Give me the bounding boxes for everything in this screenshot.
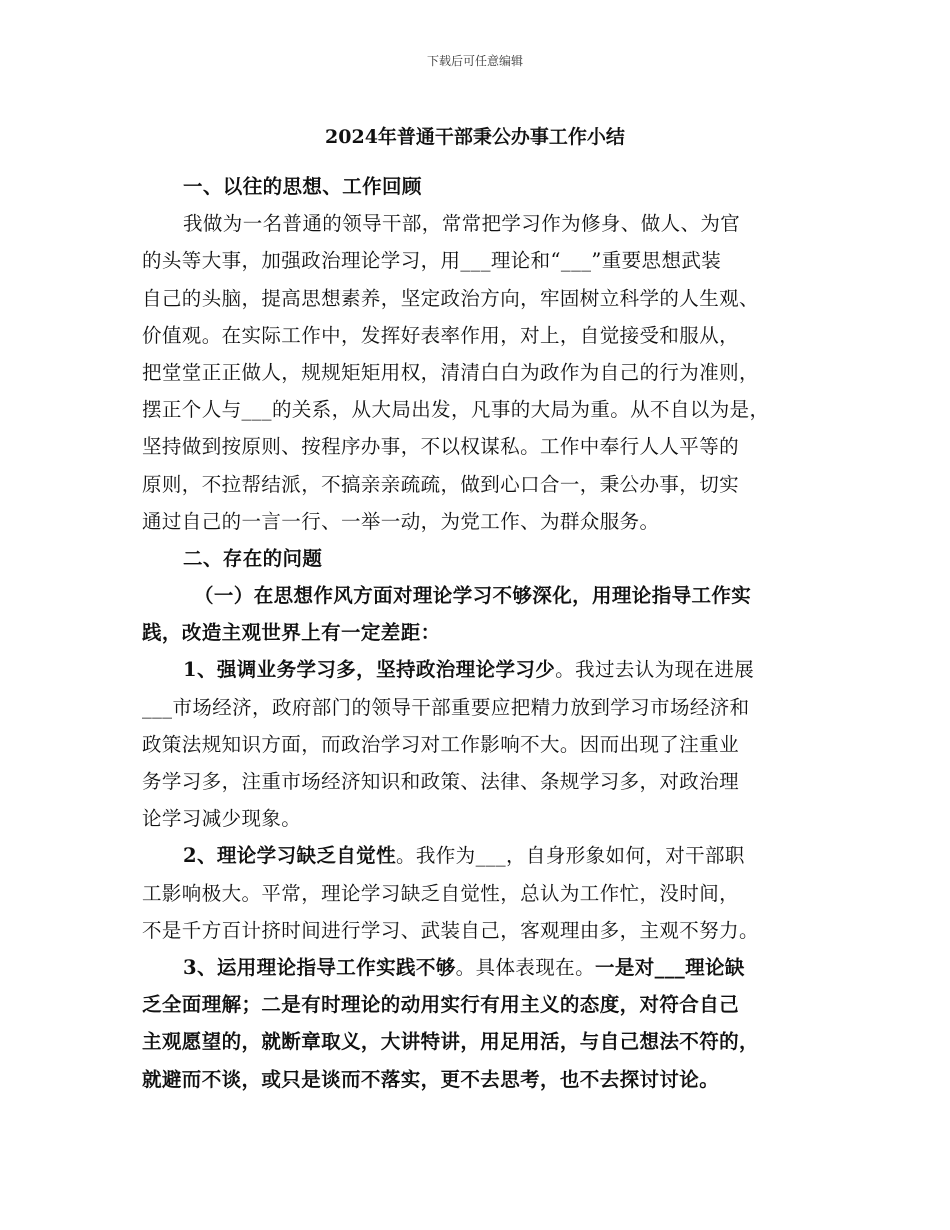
body-line bbox=[142, 280, 810, 317]
body-line bbox=[142, 651, 810, 688]
line-text: 的头等大事，加强政治理论学习，用___理论和“___”重要思想武装 bbox=[142, 249, 722, 273]
document-body bbox=[142, 168, 810, 1098]
body-line bbox=[142, 912, 810, 949]
body-line bbox=[142, 875, 810, 912]
line-text: 政策法规知识方面，而政治学习对工作影响不大。因而出现了注重业 bbox=[142, 732, 740, 756]
body-line bbox=[142, 503, 810, 540]
bold-lead-text: 2、理论学习缺乏自觉性 bbox=[183, 844, 396, 868]
body-line bbox=[142, 763, 810, 800]
line-text: 价值观。在实际工作中，发挥好表率作用，对上，自觉接受和服从， bbox=[142, 323, 740, 347]
line-text: 一、以往的思想、工作回顾 bbox=[183, 175, 422, 198]
line-text: 自己的头脑，提高思想素养，坚定政治方向，牢固树立科学的人生观、 bbox=[142, 286, 759, 310]
bold-lead-text: 3、运用理论指导工作实践不够 bbox=[183, 955, 456, 979]
body-line bbox=[142, 1023, 810, 1060]
body-line bbox=[142, 726, 810, 763]
body-line bbox=[142, 986, 810, 1023]
bold-lead-text: 1、强调业务学习多，坚持政治理论学习少 bbox=[183, 658, 556, 682]
body-line bbox=[142, 168, 810, 205]
body-line bbox=[142, 391, 810, 428]
line-text: 乏全面理解；二是有时理论的动用实行有用主义的态度，对符合自己 bbox=[142, 993, 740, 1017]
line-text: 不是千方百计挤时间进行学习、武装自己，客观理由多，主观不努力。 bbox=[142, 918, 759, 942]
body-line bbox=[142, 242, 810, 279]
body-line bbox=[142, 614, 810, 651]
line-text: 。我过去认为现在进展 bbox=[555, 658, 755, 682]
body-line bbox=[142, 317, 810, 354]
line-text: 通过自己的一言一行、一举一动，为党工作、为群众服务。 bbox=[142, 509, 660, 533]
body-line bbox=[142, 205, 810, 242]
line-text: 坚持做到按原则、按程序办事，不以权谋私。工作中奉行人人平等的 bbox=[142, 435, 740, 459]
line-text: 工影响极大。平常，理论学习缺乏自觉性，总认为工作忙，没时间， bbox=[142, 881, 740, 905]
line-text: 。具体表现在。 bbox=[455, 955, 595, 979]
line-text: 。我作为___，自身形象如何，对干部职 bbox=[395, 844, 745, 868]
line-text: 践，改造主观世界上有一定差距： bbox=[142, 621, 441, 645]
page-header: 下载后可任意编辑 bbox=[426, 54, 523, 68]
body-line bbox=[142, 949, 810, 986]
line-text: 把堂堂正正做人，规规矩矩用权，清清白白为政作为自己的行为准则， bbox=[142, 360, 759, 384]
line-text: 务学习多，注重市场经济知识和政策、法律、条规学习多，对政治理 bbox=[142, 770, 740, 793]
line-text: 主观愿望的，就断章取义，大讲特讲，用足用活，与自己想法不符的， bbox=[142, 1030, 759, 1054]
body-line bbox=[142, 837, 810, 874]
document-title: 2024年普通干部秉公办事工作小结 bbox=[325, 126, 625, 148]
line-text: 摆正个人与___的关系，从大局出发，凡事的大局为重。从不自以为是， bbox=[142, 398, 770, 422]
body-line bbox=[142, 689, 810, 726]
bold-trail-text: 一是对___理论缺 bbox=[594, 955, 745, 979]
body-line bbox=[142, 354, 810, 391]
body-line bbox=[142, 466, 810, 503]
body-line bbox=[142, 800, 810, 837]
line-text: ___市场经济，政府部门的领导干部重要应把精力放到学习市场经济和 bbox=[142, 695, 750, 719]
body-line bbox=[142, 577, 810, 614]
line-text: 原则，不拉帮结派，不搞亲亲疏疏，做到心口合一，秉公办事，切实 bbox=[142, 472, 740, 496]
body-line bbox=[142, 1061, 810, 1098]
body-line bbox=[142, 428, 810, 465]
line-text: （一）在思想作风方面对理论学习不够深化，用理论指导工作实 bbox=[194, 584, 752, 608]
line-text: 我做为一名普通的领导干部，常常把学习作为修身、做人、为官 bbox=[183, 212, 741, 236]
line-text: 论学习减少现象。 bbox=[142, 807, 302, 831]
line-text: 二、存在的问题 bbox=[183, 546, 323, 570]
line-text: 就避而不谈，或只是谈而不落实，更不去思考，也不去探讨讨论。 bbox=[142, 1067, 720, 1091]
body-line bbox=[142, 540, 810, 577]
